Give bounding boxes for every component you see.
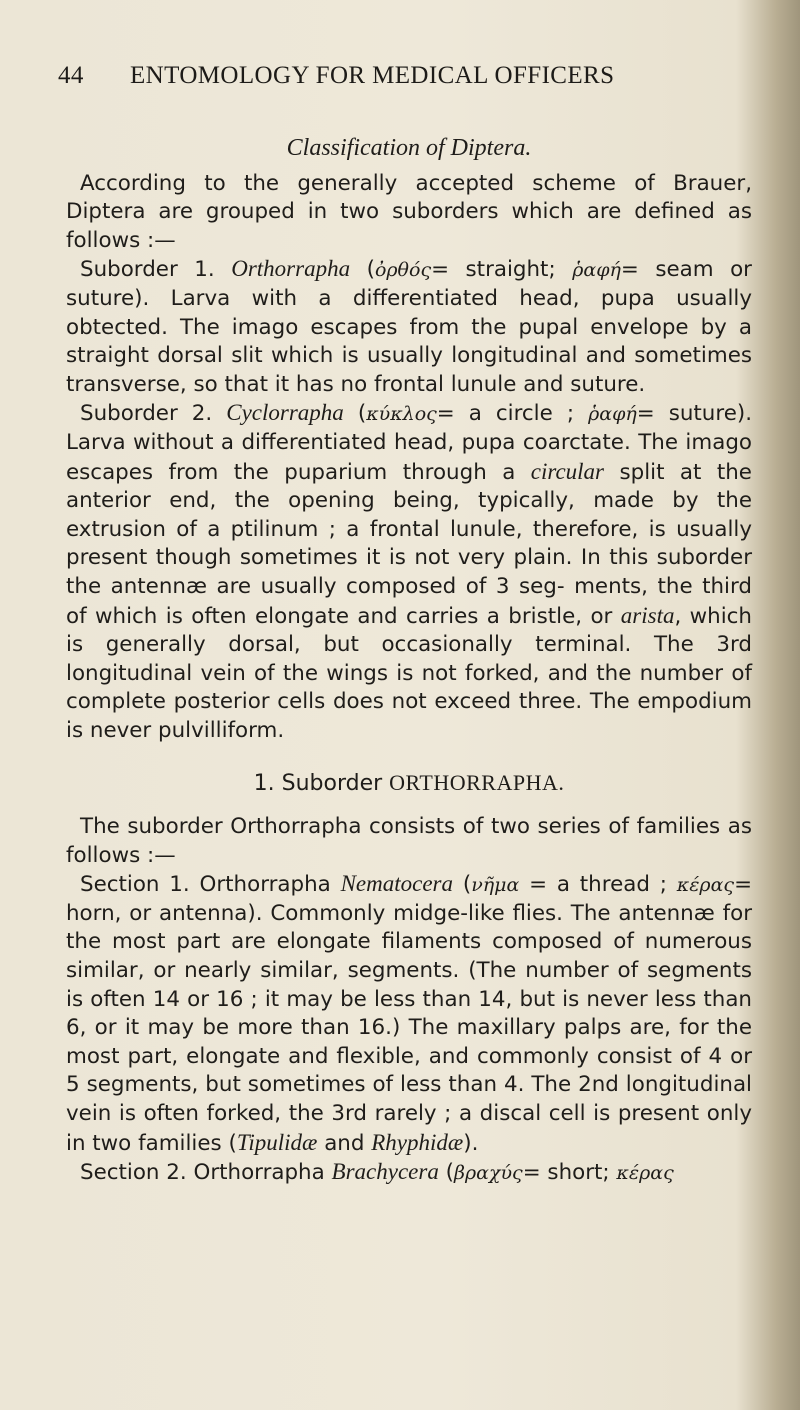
running-title: ENTOMOLOGY FOR MEDICAL OFFICERS [130, 62, 615, 89]
paragraph-section-1: Section 1. Orthorrapha Nematocera (νῆμα = a thread ; κέρας= horn, or antenna). Commonly midge-like flies. The antennæ for the most part are elongate filaments composed of numerous similar, or nearly similar, segments. (The number of segments is often 14 or 16 ; it may be less than 14, but is never less than 6, or it may be more than 16.) The maxillary palps are, for the most part, elongate and flexible, and commonly consist of 4 or 5 segments, but sometimes of less than 4. The 2nd longitudinal vein is often forked, the 3rd rarely ; a discal cell is present only in two families (Tipulidæ and Rhyphidæ). [66, 871, 752, 1156]
greek-word: βραχύς [454, 1162, 523, 1185]
running-header [58, 62, 738, 90]
section-2-name: Brachycera [331, 1159, 439, 1185]
family-name: Rhyphidæ [371, 1129, 464, 1155]
family-name: Tipulidæ [236, 1129, 318, 1155]
suborder-2-label: Suborder 2. [80, 401, 213, 427]
greek-word: ῥαφή [572, 259, 621, 282]
greek-word: κέρας [616, 1162, 674, 1185]
suborder-2-name: Cyclorrapha [226, 400, 344, 426]
suborder-1-name: Orthorrapha [231, 256, 351, 282]
greek-word: κύκλος [366, 403, 437, 426]
italic-term: circular [530, 458, 605, 484]
greek-word: ὀρθός [374, 259, 432, 282]
paragraph-intro: According to the generally accepted scheme of Brauer, Diptera are grouped in two suborders which are defined as follows :— [66, 170, 752, 253]
paragraph-section-2: Section 2. Orthorrapha Brachycera (βραχύς= short; κέρας [80, 1159, 674, 1186]
suborder-1-label: Suborder 1. [80, 257, 215, 283]
paragraph-suborder-1: Suborder 1. Orthorrapha (ὀρθός= straight; ῥαφή= seam or suture). Larva with a differentiated head, pupa usually obtected. The imago escapes from the pupal envelope by a straight dorsal slit which is usually longitudinal and sometimes transverse, so that it has no frontal lunule and suture. [66, 256, 752, 397]
subsection-heading: 1. Suborder ORTHORRAPHA. [253, 770, 565, 797]
greek-word: νῆμα [471, 874, 520, 897]
page-number: 44 [58, 62, 84, 89]
body-text [66, 134, 752, 1188]
greek-word: κέρας [676, 874, 735, 897]
paragraph-series: The suborder Orthorrapha consists of two series of families as follows :— [66, 814, 752, 868]
italic-term: arista [620, 602, 675, 628]
section-1-name: Nematocera [340, 871, 454, 897]
paragraph-suborder-2: Suborder 2. Cyclorrapha (κύκλος= a circle ; ῥαφή= suture). Larva without a differentiated head, pupa coarctate. The imago escapes from the puparium through a circular split at the anterior end, the opening being, typically, made by the extrusion of a ptilinum ; a frontal lunule, therefore, is usually present though sometimes it is not very plain. In this suborder the antennæ are usually composed of 3 seg- ments, the third of which is often elongate and carries a bristle, or arista, which is generally dorsal, but occasionally terminal. The 3rd longitudinal vein of the wings is not forked, and the number of complete posterior cells does not exceed three. The empodium is never pulvilliform. [66, 400, 752, 743]
section-title: Classification of Diptera. [286, 135, 532, 161]
subsection-name: ORTHORRAPHA. [389, 770, 565, 796]
greek-word: ῥαφή [588, 403, 637, 426]
